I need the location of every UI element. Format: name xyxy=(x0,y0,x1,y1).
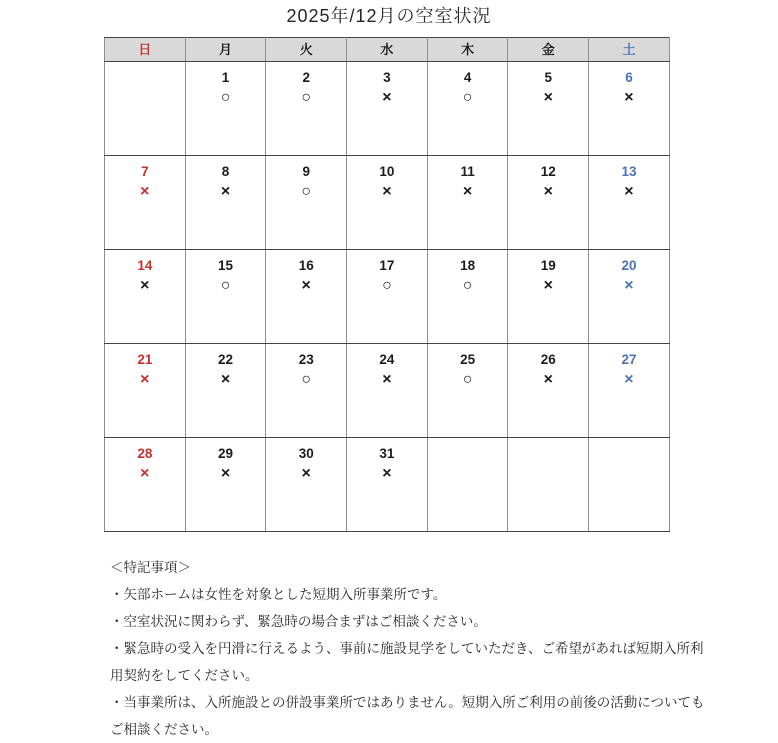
calendar-week-row xyxy=(105,344,670,438)
calendar-cell-4 xyxy=(427,62,508,156)
note-item: ・矢部ホームは女性を対象とした短期入所事業所です。 xyxy=(110,587,447,602)
weekday-header-金: 金 xyxy=(508,38,589,62)
day-number: 18 xyxy=(460,258,476,273)
availability-symbol: × xyxy=(543,183,553,200)
page-title: 2025年/12月の空室状況 xyxy=(286,6,492,26)
availability-calendar xyxy=(104,37,670,532)
availability-symbol: ○ xyxy=(462,371,473,388)
day-number xyxy=(428,438,508,445)
calendar-cell-10 xyxy=(347,156,428,250)
day-number: 28 xyxy=(137,446,153,461)
availability-symbol: × xyxy=(140,465,150,482)
weekday-header-月: 月 xyxy=(185,38,266,62)
day-number: 14 xyxy=(137,258,153,273)
availability-symbol: ○ xyxy=(301,371,312,388)
calendar-cell-1 xyxy=(185,62,266,156)
day-number: 31 xyxy=(379,446,395,461)
availability-symbol: × xyxy=(624,183,634,200)
day-number: 6 xyxy=(625,70,633,85)
calendar-cell-16 xyxy=(266,250,347,344)
calendar-week-row xyxy=(105,438,670,532)
availability-symbol: ○ xyxy=(301,183,312,200)
availability-symbol: × xyxy=(220,183,231,200)
availability-symbol: × xyxy=(543,371,553,388)
day-number: 29 xyxy=(218,446,234,461)
day-number: 26 xyxy=(540,352,556,367)
availability-symbol: × xyxy=(624,371,634,388)
availability-symbol: × xyxy=(301,465,311,482)
calendar-cell-25 xyxy=(427,344,508,438)
day-number: 20 xyxy=(621,258,637,273)
calendar-cell-6 xyxy=(589,62,670,156)
availability-symbol: × xyxy=(382,371,392,388)
calendar-cell-31 xyxy=(347,438,428,532)
calendar-cell-5 xyxy=(508,62,589,156)
day-number xyxy=(589,438,669,445)
calendar-cell-12 xyxy=(508,156,589,250)
note-item: ・空室状況に関わらず、緊急時の場合まずはご相談ください。 xyxy=(110,614,487,629)
weekday-header-水: 水 xyxy=(347,38,428,62)
day-number: 16 xyxy=(298,258,314,273)
day-number: 11 xyxy=(460,164,475,179)
day-number: 27 xyxy=(621,352,637,367)
calendar-cell-27 xyxy=(589,344,670,438)
calendar-cell-20 xyxy=(589,250,670,344)
day-number: 3 xyxy=(383,70,391,85)
calendar-cell-21 xyxy=(105,344,186,438)
day-number: 5 xyxy=(544,70,553,85)
availability-symbol: × xyxy=(140,371,150,388)
calendar-cell-18 xyxy=(427,250,508,344)
availability-symbol: × xyxy=(220,371,231,388)
availability-symbol: × xyxy=(624,89,634,106)
day-number: 22 xyxy=(218,352,234,367)
calendar-cell-empty xyxy=(589,438,670,532)
availability-symbol: × xyxy=(382,465,392,482)
calendar-cell-empty xyxy=(427,438,508,532)
availability-symbol: × xyxy=(140,183,150,200)
day-number: 7 xyxy=(141,164,149,179)
day-number: 13 xyxy=(621,164,637,179)
availability-symbol: ○ xyxy=(220,89,231,106)
calendar-cell-19 xyxy=(508,250,589,344)
weekday-header-木: 木 xyxy=(427,38,508,62)
calendar-week-row xyxy=(105,250,670,344)
day-number xyxy=(508,438,588,445)
calendar-cell-17 xyxy=(347,250,428,344)
note-item: ・当事業所は、入所施設との併設事業所ではありません。短期入所ご利用の前後の活動についてもご相談ください。 xyxy=(110,695,705,737)
weekday-header-row xyxy=(105,38,670,62)
weekday-header-火: 火 xyxy=(266,38,347,62)
day-number: 15 xyxy=(218,258,234,273)
availability-symbol: × xyxy=(462,183,473,200)
calendar-cell-3 xyxy=(347,62,428,156)
availability-symbol: × xyxy=(543,277,553,294)
availability-symbol: × xyxy=(301,277,311,294)
availability-symbol: × xyxy=(543,89,553,106)
notes-list xyxy=(110,581,716,743)
day-number: 2 xyxy=(302,70,310,85)
availability-symbol: × xyxy=(382,183,392,200)
calendar-week-row xyxy=(105,62,670,156)
day-number: 30 xyxy=(298,446,314,461)
calendar-cell-30 xyxy=(266,438,347,532)
day-number: 17 xyxy=(379,258,395,273)
calendar-table xyxy=(104,37,670,532)
calendar-cell-23 xyxy=(266,344,347,438)
calendar-cell-28 xyxy=(105,438,186,532)
calendar-cell-24 xyxy=(347,344,428,438)
calendar-cell-2 xyxy=(266,62,347,156)
availability-symbol: × xyxy=(624,277,634,294)
calendar-cell-15 xyxy=(185,250,266,344)
notes-heading: ＜特記事項＞ xyxy=(110,560,191,575)
calendar-cell-7 xyxy=(105,156,186,250)
calendar-cell-26 xyxy=(508,344,589,438)
calendar-cell-13 xyxy=(589,156,670,250)
calendar-cell-9 xyxy=(266,156,347,250)
availability-symbol: ○ xyxy=(462,277,473,294)
weekday-header-日: 日 xyxy=(105,38,186,62)
calendar-cell-14 xyxy=(105,250,186,344)
day-number: 12 xyxy=(540,164,556,179)
availability-symbol: ○ xyxy=(220,277,231,294)
day-number: 8 xyxy=(221,164,230,179)
day-number: 10 xyxy=(379,164,395,179)
weekday-header-土: 土 xyxy=(589,38,670,62)
availability-symbol: ○ xyxy=(301,89,312,106)
calendar-cell-11 xyxy=(427,156,508,250)
day-number: 23 xyxy=(298,352,314,367)
availability-symbol: × xyxy=(140,277,150,294)
day-number: 4 xyxy=(463,70,472,85)
day-number: 25 xyxy=(460,352,476,367)
calendar-cell-empty xyxy=(105,62,186,156)
day-number xyxy=(105,62,185,69)
calendar-cell-22 xyxy=(185,344,266,438)
calendar-cell-29 xyxy=(185,438,266,532)
day-number: 24 xyxy=(379,352,395,367)
day-number: 21 xyxy=(137,352,153,367)
day-number: 19 xyxy=(540,258,556,273)
availability-symbol: × xyxy=(220,465,231,482)
day-number: 9 xyxy=(302,164,310,179)
availability-symbol: ○ xyxy=(382,277,392,294)
availability-symbol: × xyxy=(382,89,392,106)
day-number: 1 xyxy=(221,70,230,85)
special-notes-section xyxy=(110,554,716,743)
calendar-cell-empty xyxy=(508,438,589,532)
calendar-cell-8 xyxy=(185,156,266,250)
calendar-week-row xyxy=(105,156,670,250)
note-item: ・緊急時の受入を円滑に行えるよう、事前に施設見学をしていただき、ご希望があれば短期入所利用契約をしてください。 xyxy=(110,641,704,683)
availability-symbol: ○ xyxy=(462,89,473,106)
